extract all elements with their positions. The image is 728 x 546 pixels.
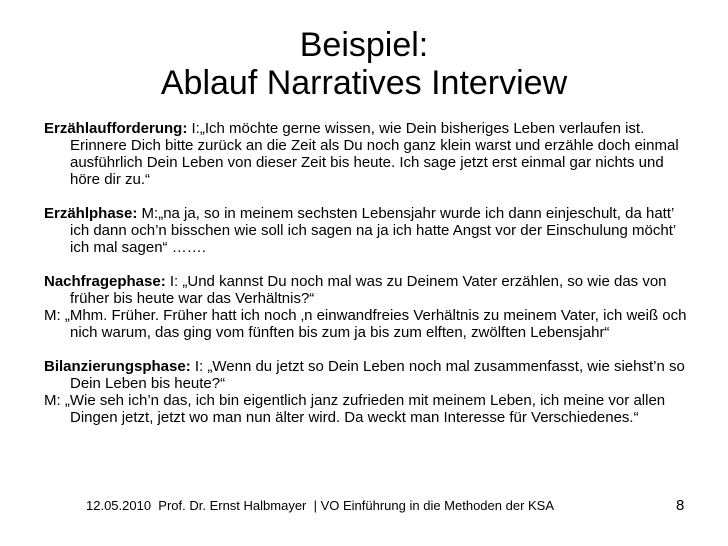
- phase-label: Nachfragephase:: [44, 273, 166, 290]
- paragraph-nachfrage-answer: [44, 307, 696, 341]
- paragraph-erzaehlphase: [44, 205, 696, 256]
- paragraph-erzaehlaufforderung: [44, 120, 696, 188]
- phase-label: Erzählphase:: [44, 205, 138, 222]
- phase-label: Bilanzierungsphase:: [44, 358, 191, 375]
- slide-title: [0, 26, 728, 102]
- page-number: 8: [676, 497, 685, 514]
- paragraph-bilanzierungsphase: [44, 358, 696, 392]
- paragraph-nachfragephase: [44, 273, 696, 307]
- paragraph-text: M:„na ja, so in meinem sechsten Lebensjahr wurde ich dann einjeschult, da hatt’ ich dann och’n bisschen wie soll ich sagen na ja ich hatte Angst vor der Einschulung möcht’ ich mal sagen“ …….: [70, 205, 676, 256]
- slide-title-line-2: Ablauf Narratives Interview: [160, 64, 568, 102]
- paragraph-text: I: „Und kannst Du noch mal was zu Deinem Vater erzählen, so wie das von früher bis heute war das Verhältnis?“: [70, 273, 667, 307]
- slide-footer: 12.05.2010 Prof. Dr. Ernst Halbmayer | VO Einführung in die Methoden der KSA: [86, 498, 555, 513]
- slide-body: [44, 120, 696, 426]
- slide-title-line-1: Beispiel:: [299, 26, 429, 64]
- paragraph-text: M: „Mhm. Früher. Früher hatt ich noch ‚n einwandfreies Verhältnis zu meinem Vater, ich weiß och nich warum, das ging vom fünften bis zum ja bis zum elften, zwölften Lebensjahr“: [44, 307, 687, 341]
- paragraph-bilanzierung-answer: [44, 392, 696, 426]
- phase-label: Erzählaufforderung:: [44, 120, 188, 137]
- paragraph-text: I:„Ich möchte gerne wissen, wie Dein bisheriges Leben verlaufen ist. Erinnere Dich bitte zurück an die Zeit als Du noch ganz klein warst und erzähle doch einmal ausführlich Dein Leben von dieser Zeit bis heute. Ich sage jetzt erst einmal gar nichts und höre dir zu.“: [70, 120, 679, 188]
- paragraph-text: M: „Wie seh ich’n das, ich bin eigentlich janz zufrieden mit meinem Leben, ich meine vor allen Dingen jetzt, jetzt wo man nun älter wird. Da weckt man Interesse für Verschiedenes.“: [44, 392, 666, 426]
- paragraph-text: I: „Wenn du jetzt so Dein Leben noch mal zusammenfasst, wie siehst’n so Dein Leben bis heute?“: [70, 358, 685, 392]
